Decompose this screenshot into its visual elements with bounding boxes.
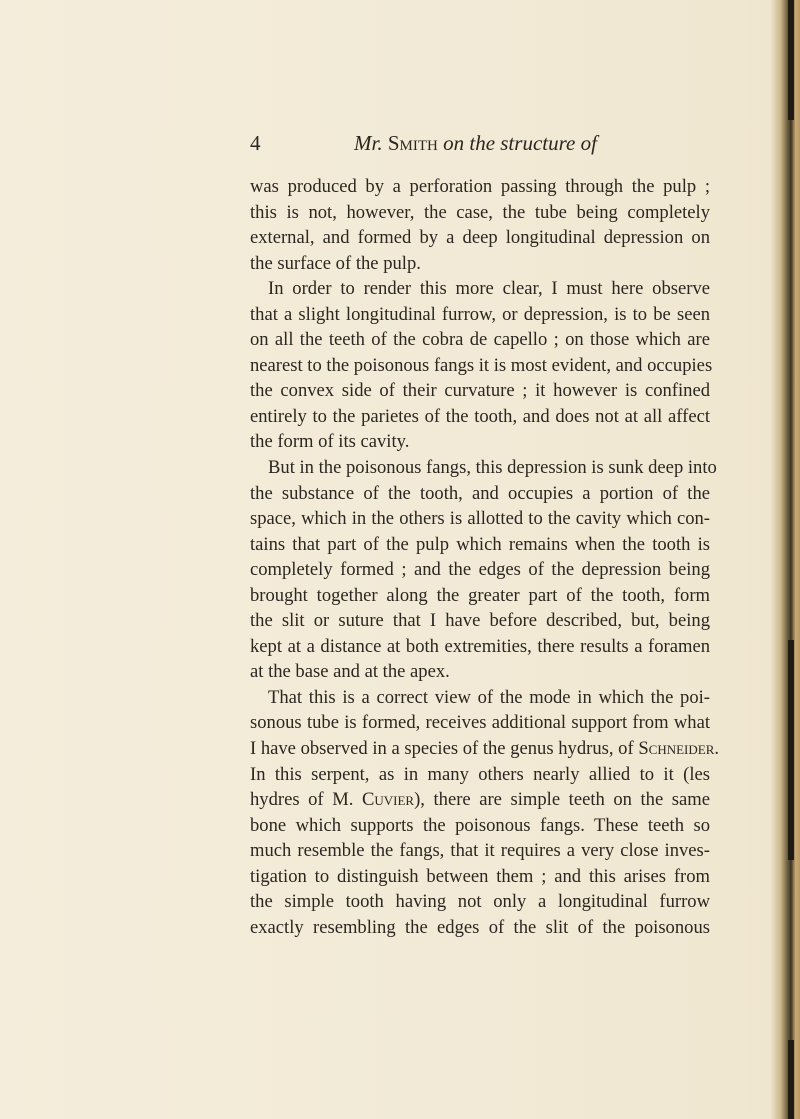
- page-number: 4: [250, 131, 261, 155]
- text-line: the surface of the pulp.: [250, 252, 421, 274]
- text-line: sonous tube is formed, receives additional support from what: [250, 712, 710, 734]
- text-line: completely formed ; and the edges of the depression being: [250, 559, 710, 581]
- text-fragment: ), there are simple teeth on the same: [414, 789, 711, 811]
- text-fragment: hydres of M.: [250, 789, 354, 811]
- running-head: [354, 131, 597, 156]
- text-line: That this is a correct view of the mode in which the poi-: [268, 686, 710, 708]
- page-edge-dark-band: [788, 640, 794, 860]
- text-line: kept at a distance at both extremities, there results a foramen: [250, 635, 710, 657]
- text-line: [250, 787, 710, 813]
- text-line: nearest to the poisonous fangs it is most evident, and occupies: [250, 354, 713, 376]
- text-line: In order to render this more clear, I must here observe: [268, 278, 710, 300]
- text-fragment: I have observed in a species of the genus hydrus, of: [250, 738, 634, 760]
- text-line: the simple tooth having not only a longitudinal furrow: [250, 891, 710, 913]
- text-line: external, and formed by a deep longitudinal depression on: [250, 227, 710, 249]
- page-edge-dark-band: [788, 1040, 794, 1119]
- text-line: much resemble the fangs, that it requires a very close inves-: [250, 840, 710, 862]
- text-line: In this serpent, as in many others nearly allied to it (les: [250, 763, 710, 785]
- page-edge-dark-band: [788, 0, 794, 120]
- text-line: the slit or suture that I have before described, but, being: [250, 610, 710, 632]
- text-line: But in the poisonous fangs, this depression is sunk deep into: [268, 457, 717, 479]
- page-edge-shadow: [770, 0, 800, 1119]
- text-line: the substance of the tooth, and occupies a portion of the: [250, 482, 710, 504]
- text-line: entirely to the parietes of the tooth, and does not at all affect: [250, 405, 710, 427]
- running-head-author: Smith: [387, 131, 438, 155]
- text-line: that a slight longitudinal furrow, or depression, is to be seen: [250, 303, 710, 325]
- page-header: [250, 131, 610, 159]
- text-line: at the base and at the apex.: [250, 661, 450, 683]
- text-line: on all the teeth of the cobra de capello ; on those which are: [250, 329, 710, 351]
- name-smallcaps: Cuvier: [361, 789, 415, 811]
- text-line: this is not, however, the case, the tube being completely: [250, 201, 710, 223]
- text-line: the convex side of their curvature ; it however is confined: [250, 380, 710, 402]
- text-line: tigation to distinguish between them ; and this arises from: [250, 865, 710, 887]
- text-line: tains that part of the pulp which remains when the tooth is: [250, 533, 710, 555]
- text-line: the form of its cavity.: [250, 431, 410, 453]
- running-head-prefix: Mr.: [354, 131, 383, 155]
- body-text: [250, 174, 720, 940]
- running-head-title: on the structure of: [443, 131, 597, 155]
- text-line: space, which in the others is allotted to the cavity which con-: [250, 508, 710, 530]
- text-line: exactly resembling the edges of the slit of the poisonous: [250, 916, 710, 938]
- text-line: [250, 736, 720, 762]
- text-line: brought together along the greater part of the tooth, form: [250, 584, 710, 606]
- text-line: bone which supports the poisonous fangs. These teeth so: [250, 814, 710, 836]
- text-line: was produced by a perforation passing through the pulp ;: [250, 176, 710, 197]
- name-smallcaps: Schneider.: [638, 738, 720, 760]
